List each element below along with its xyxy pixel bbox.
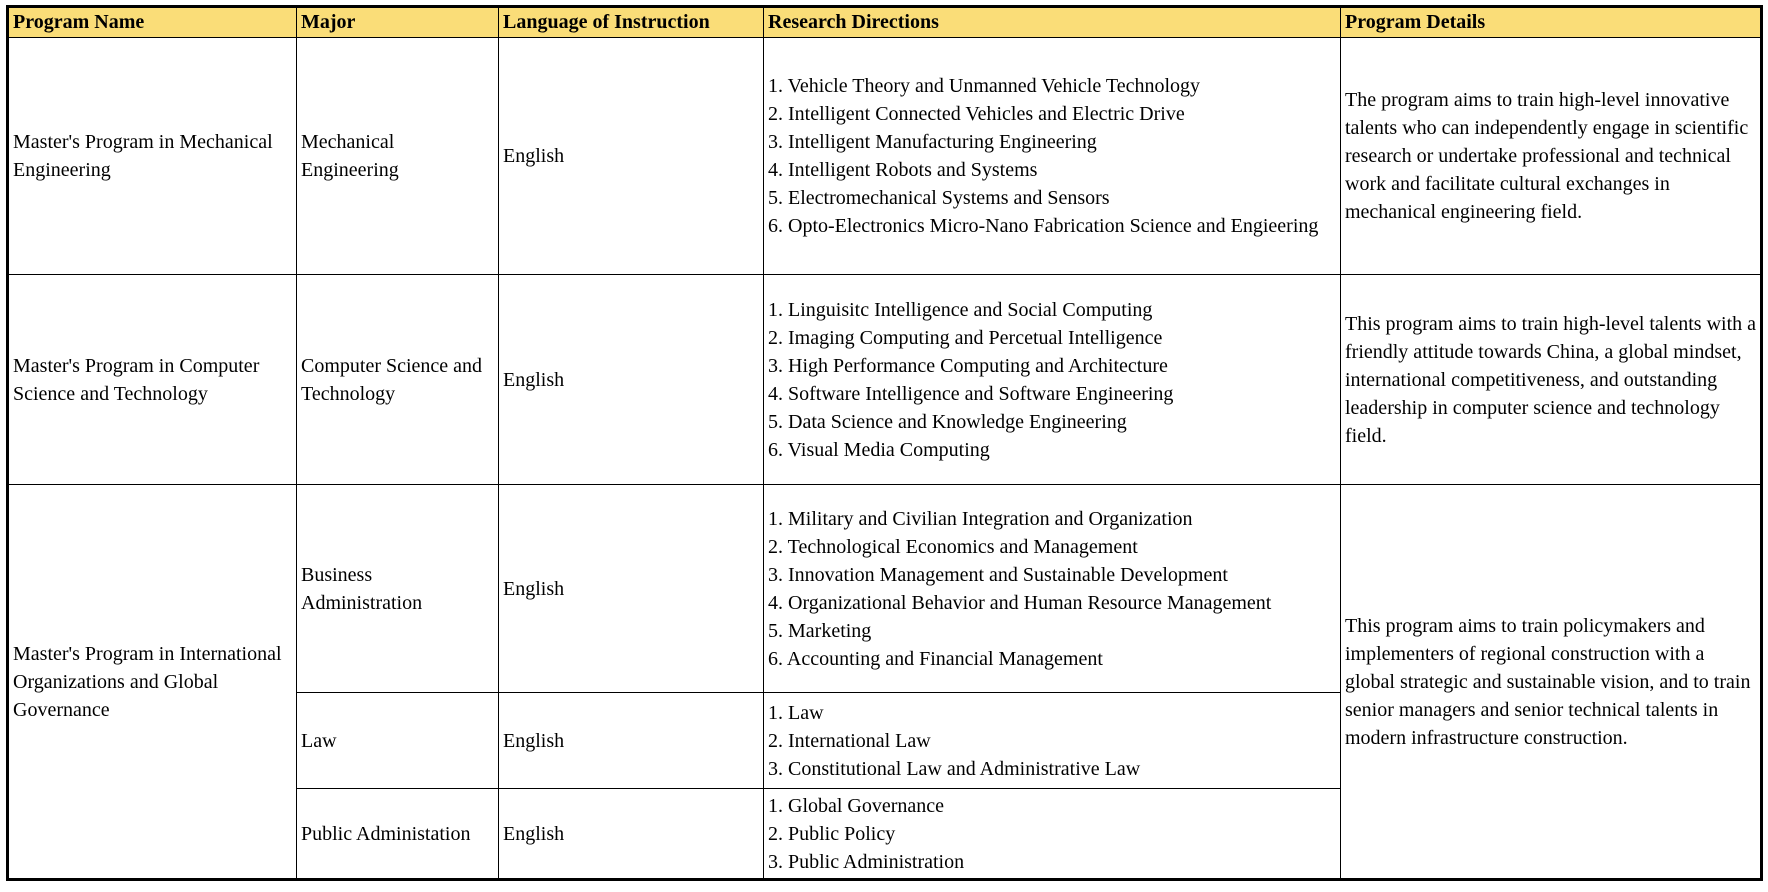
header-program-name: Program Name (8, 7, 297, 38)
list-item: 3. Constitutional Law and Administrative Law (768, 757, 1141, 780)
list-item: 2. International Law (768, 729, 931, 752)
research-directions-cell (764, 485, 1341, 693)
list-item: 1. Global Governance (768, 794, 945, 817)
research-directions-cell (764, 693, 1341, 789)
list-item: 1. Vehicle Theory and Unmanned Vehicle Technology (768, 75, 1201, 97)
language-cell: English (499, 693, 764, 789)
list-item: 3. Public Administration (768, 850, 965, 873)
list-item: 6. Visual Media Computing (768, 438, 990, 461)
table-row (8, 485, 1762, 693)
list-item: 1. Law (768, 701, 824, 724)
header-row (8, 7, 1762, 38)
header-major: Major (297, 7, 499, 38)
program-details-cell: This program aims to train policymakers and implementers of regional construction with a global strategic and sustainable vision, and to train senior managers and senior technical talents in modern infrastructure construction. (1341, 485, 1762, 880)
list-item: 2. Technological Economics and Management (768, 535, 1138, 558)
research-directions-list (768, 792, 1336, 876)
major-cell: Business Administration (297, 485, 499, 693)
list-item: 3. High Performance Computing and Architecture (768, 354, 1168, 377)
major-cell: Mechanical Engineering (297, 38, 499, 275)
program-name-cell: Master's Program in Mechanical Engineering (8, 38, 297, 275)
language-cell: English (499, 485, 764, 693)
major-cell: Public Administation (297, 789, 499, 880)
language-cell: English (499, 275, 764, 485)
program-details-cell: This program aims to train high-level talents with a friendly attitude towards China, a global mindset, international competitiveness, and outstanding leadership in computer science and technology field. (1341, 275, 1762, 485)
research-directions-cell (764, 38, 1341, 275)
major-cell: Law (297, 693, 499, 789)
list-item: 1. Linguisitc Intelligence and Social Computing (768, 298, 1153, 321)
list-item: 6. Opto-Electronics Micro-Nano Fabrication Science and Engieering (768, 215, 1319, 237)
table-row (8, 38, 1762, 275)
research-directions-list (768, 296, 1336, 464)
list-item: 6. Accounting and Financial Management (768, 647, 1103, 670)
table-row (8, 275, 1762, 485)
major-cell: Computer Science and Technology (297, 275, 499, 485)
research-directions-list (768, 72, 1336, 240)
programs-table (6, 5, 1763, 881)
list-item: 1. Military and Civilian Integration and Organization (768, 507, 1193, 530)
research-directions-cell (764, 275, 1341, 485)
research-directions-list (768, 699, 1336, 783)
program-name-cell: Master's Program in International Organizations and Global Governance (8, 485, 297, 880)
program-details-cell: The program aims to train high-level innovative talents who can independently engage in scientific research or undertake professional and technical work and facilitate cultural exchanges in mechanical engineering field. (1341, 38, 1762, 275)
list-item: 3. Intelligent Manufacturing Engineering (768, 131, 1097, 153)
list-item: 4. Software Intelligence and Software Engineering (768, 382, 1174, 405)
research-directions-cell (764, 789, 1341, 880)
list-item: 5. Data Science and Knowledge Engineering (768, 410, 1127, 433)
language-cell: English (499, 789, 764, 880)
research-directions-list (768, 505, 1336, 673)
list-item: 2. Intelligent Connected Vehicles and Electric Drive (768, 103, 1185, 125)
list-item: 5. Marketing (768, 619, 872, 642)
list-item: 2. Public Policy (768, 822, 896, 845)
header-research-directions: Research Directions (764, 7, 1341, 38)
list-item: 5. Electromechanical Systems and Sensors (768, 187, 1110, 209)
list-item: 3. Innovation Management and Sustainable Development (768, 563, 1228, 586)
header-program-details: Program Details (1341, 7, 1762, 38)
list-item: 4. Intelligent Robots and Systems (768, 159, 1038, 181)
list-item: 4. Organizational Behavior and Human Resource Management (768, 591, 1272, 614)
language-cell: English (499, 38, 764, 275)
header-language: Language of Instruction (499, 7, 764, 38)
list-item: 2. Imaging Computing and Percetual Intelligence (768, 326, 1163, 349)
program-name-cell: Master's Program in Computer Science and Technology (8, 275, 297, 485)
